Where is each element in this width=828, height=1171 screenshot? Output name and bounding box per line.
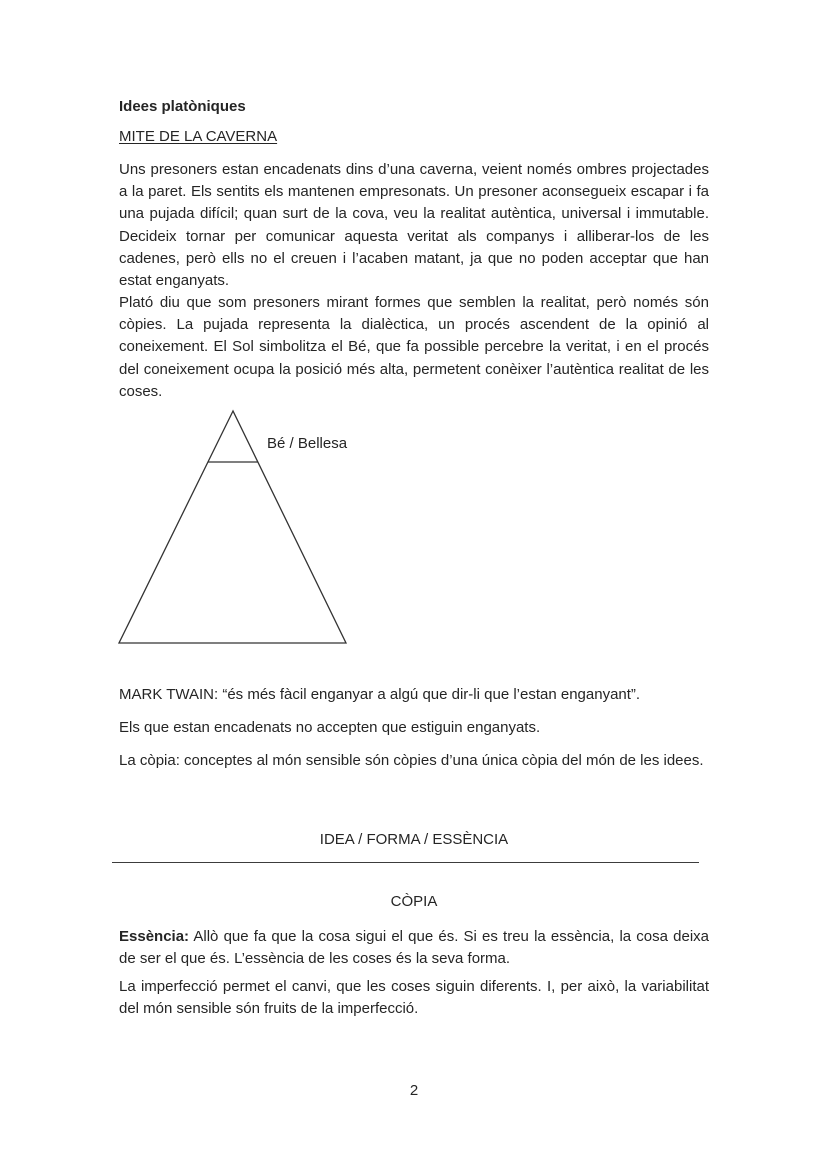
line-chained-prisoners: Els que estan encadenats no accepten que estiguin enganyats.: [119, 719, 541, 736]
essencia-definition-text: Allò que fa que la cosa sigui el que és. Si es treu la essència, la cosa deixa de ser el que és. L’essència de les coses és la seva forma.: [119, 928, 709, 968]
paragraph-imperfection: La imperfecció permet el canvi, que les coses siguin diferents. I, per això, la variabilitat del món sensible són fruits de la imperfecció.: [119, 978, 709, 1018]
paragraph-plato-explanation: Plató diu que som presoners mirant formes que semblen la realitat, però només són còpies. La pujada representa la dialèctica, un procés ascendent de la opinió al coneixement. El Sol simbolitza el Bé, que fa possible percebre la veritat, i en el procés del coneixement ocupa la posició més alta, permetent conèixer l’autèntica realitat de les coses.: [119, 294, 709, 400]
section-heading-cave-myth: MITE DE LA CAVERNA: [119, 128, 278, 145]
paragraph-essencia: [119, 926, 709, 970]
page-title: Idees platòniques: [119, 98, 246, 115]
horizontal-rule: [112, 862, 699, 863]
centered-heading-copia: CÒPIA: [390, 893, 438, 910]
page-number: 2: [409, 1082, 419, 1099]
quote-mark-twain: MARK TWAIN: “és més fàcil enganyar a algú que dir-li que l’estan enganyant”.: [119, 686, 641, 703]
essencia-bold-label: Essència:: [119, 928, 190, 945]
line-copy-concept: La còpia: conceptes al món sensible són còpies d’una única còpia del món de les idees.: [119, 752, 704, 769]
paragraph-cave-myth: Uns presoners estan encadenats dins d’una caverna, veient només ombres projectades a la paret. Els sentits els mantenen empresonats. Un presoner aconsegueix escapar i fa una pujada difícil; quan surt de la cova, veu la realitat autèntica, universal i immutable. Decideix tornar per comunicar aquesta veritat als companys i alliberar-los de les cadenes, però ells no el creuen i l’acaben matant, ja que no poden acceptar que han estat enganyats.: [119, 161, 709, 290]
diagram-label-be-bellesa: Bé / Bellesa: [267, 435, 348, 452]
centered-heading-idea-forma-essencia: IDEA / FORMA / ESSÈNCIA: [319, 831, 509, 848]
